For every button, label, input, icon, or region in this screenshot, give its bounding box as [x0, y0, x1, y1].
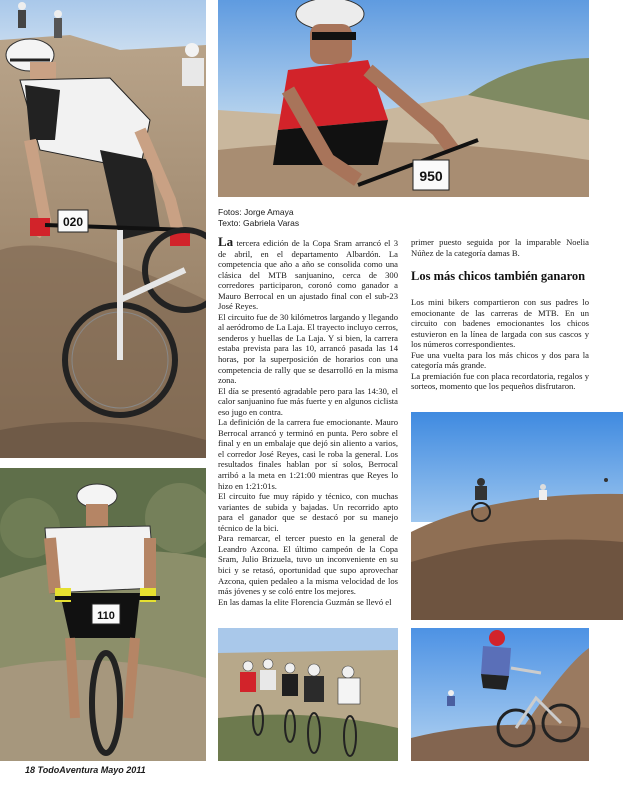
paragraph-continued: primer puesto seguida por la imparable Noelia Núñez de la categoría damas B. [411, 237, 589, 258]
magazine-brand: TodoAventura [37, 765, 99, 775]
page-number: 18 [25, 765, 36, 775]
paragraph-7: En las damas la elite Florencia Guzmán se llevó el [218, 596, 392, 607]
paragraph-6: Para remarcar, el tercer puesto en la general de Leandro Azcona. El último campeón de la Copa Sram, Julio Brizuela, tuvo un inconveniente en su bici y se retasó, oportunidad que supo aprovechar Azcona, quien pedaleo a la misma velocidad de los más jóvenes y se coló entre los mejores. [218, 533, 398, 597]
photo-rider-110 [0, 468, 206, 761]
plate-number-950: 950 [419, 168, 443, 184]
photo-rider-020 [0, 0, 206, 458]
article-column-1 [218, 234, 399, 607]
plate-number-110: 110 [97, 610, 115, 622]
paragraph-kids-2: Fue una vuelta para los más chicos y dos para la categoría más grande. [411, 349, 589, 371]
photo-credits [218, 207, 408, 228]
credit-text: Texto: Gabriela Varas [218, 217, 300, 228]
paragraph-5: El circuito fue muy rápido y técnico, con muchas variantes de subida y bajadas. Un recorrido apto para el ganador que se destacó por su manejo técnico de la bici. [218, 491, 398, 533]
photo-group-start [218, 628, 398, 761]
dropcap: La [218, 234, 234, 249]
paragraph-1: La tercera edición de la Copa Sram arrancó el 3 de abril, en el departamento Albardón. La competencia que año a año se consolida como una clásica del MTB sanjuanino, cerca de 300 corredores participaron, coronó como ganador a Mauro Berrocal en un ajustado final con el sub-23 José Reyes. [218, 234, 399, 312]
photo-kids-hill [411, 412, 623, 620]
credit-photos: Fotos: Jorge Amaya [218, 207, 294, 217]
issue-date: Mayo 2011 [100, 765, 146, 775]
photo-climbing-rider [411, 628, 589, 761]
paragraph-4: La definición de la carrera fue emocionante. Mauro Berrocal arrancó y terminó en punta. Pero sobre el final y en un embalaje que dejó sin aliento a varios, el corredor José Reyes, casi le roba la general. Los resultados finales hablan por sí solos, Berrocal arribó a la meta en 1:21:00 mientras que Reyes lo hizo en 1:21:01s. [218, 417, 398, 491]
article-column-2 [411, 237, 589, 392]
photo-woman-rider-950 [218, 0, 589, 197]
paragraph-kids-3: La premiación fue con placa recordatoria, regalos y sorteos, momento que los pequeños disfrutaron. [411, 370, 589, 392]
plate-number-020: 020 [62, 215, 84, 229]
paragraph-2: El circuito fue de 30 kilómetros largando y llegando al aeródromo de La Laja. El trayecto incluyo cerros, senderos y huellas de La Laja. Y si bien, la carrera estaba prevista para las 10, arrancó pasada las 14 horas, por la superposición de horarios con una competencia de rally que se desarrolló en la misma zona. [218, 311, 398, 386]
paragraph-kids-1: Los mini bikers compartieron con sus padres lo emocionante de las carreras de MTB. En un circuito con badenes emocionantes los chicos estuvieron en la línea de largada con sus cascos y los números correspondientes. [411, 297, 589, 350]
paragraph-3: El día se presentó agradable pero para las 14:30, el calor sanjuanino fue más fuerte y en algunos ciclista eso jugo en contra. [218, 385, 398, 417]
section-heading: Los más chicos también ganaron [411, 269, 586, 284]
page-footer [25, 765, 146, 775]
